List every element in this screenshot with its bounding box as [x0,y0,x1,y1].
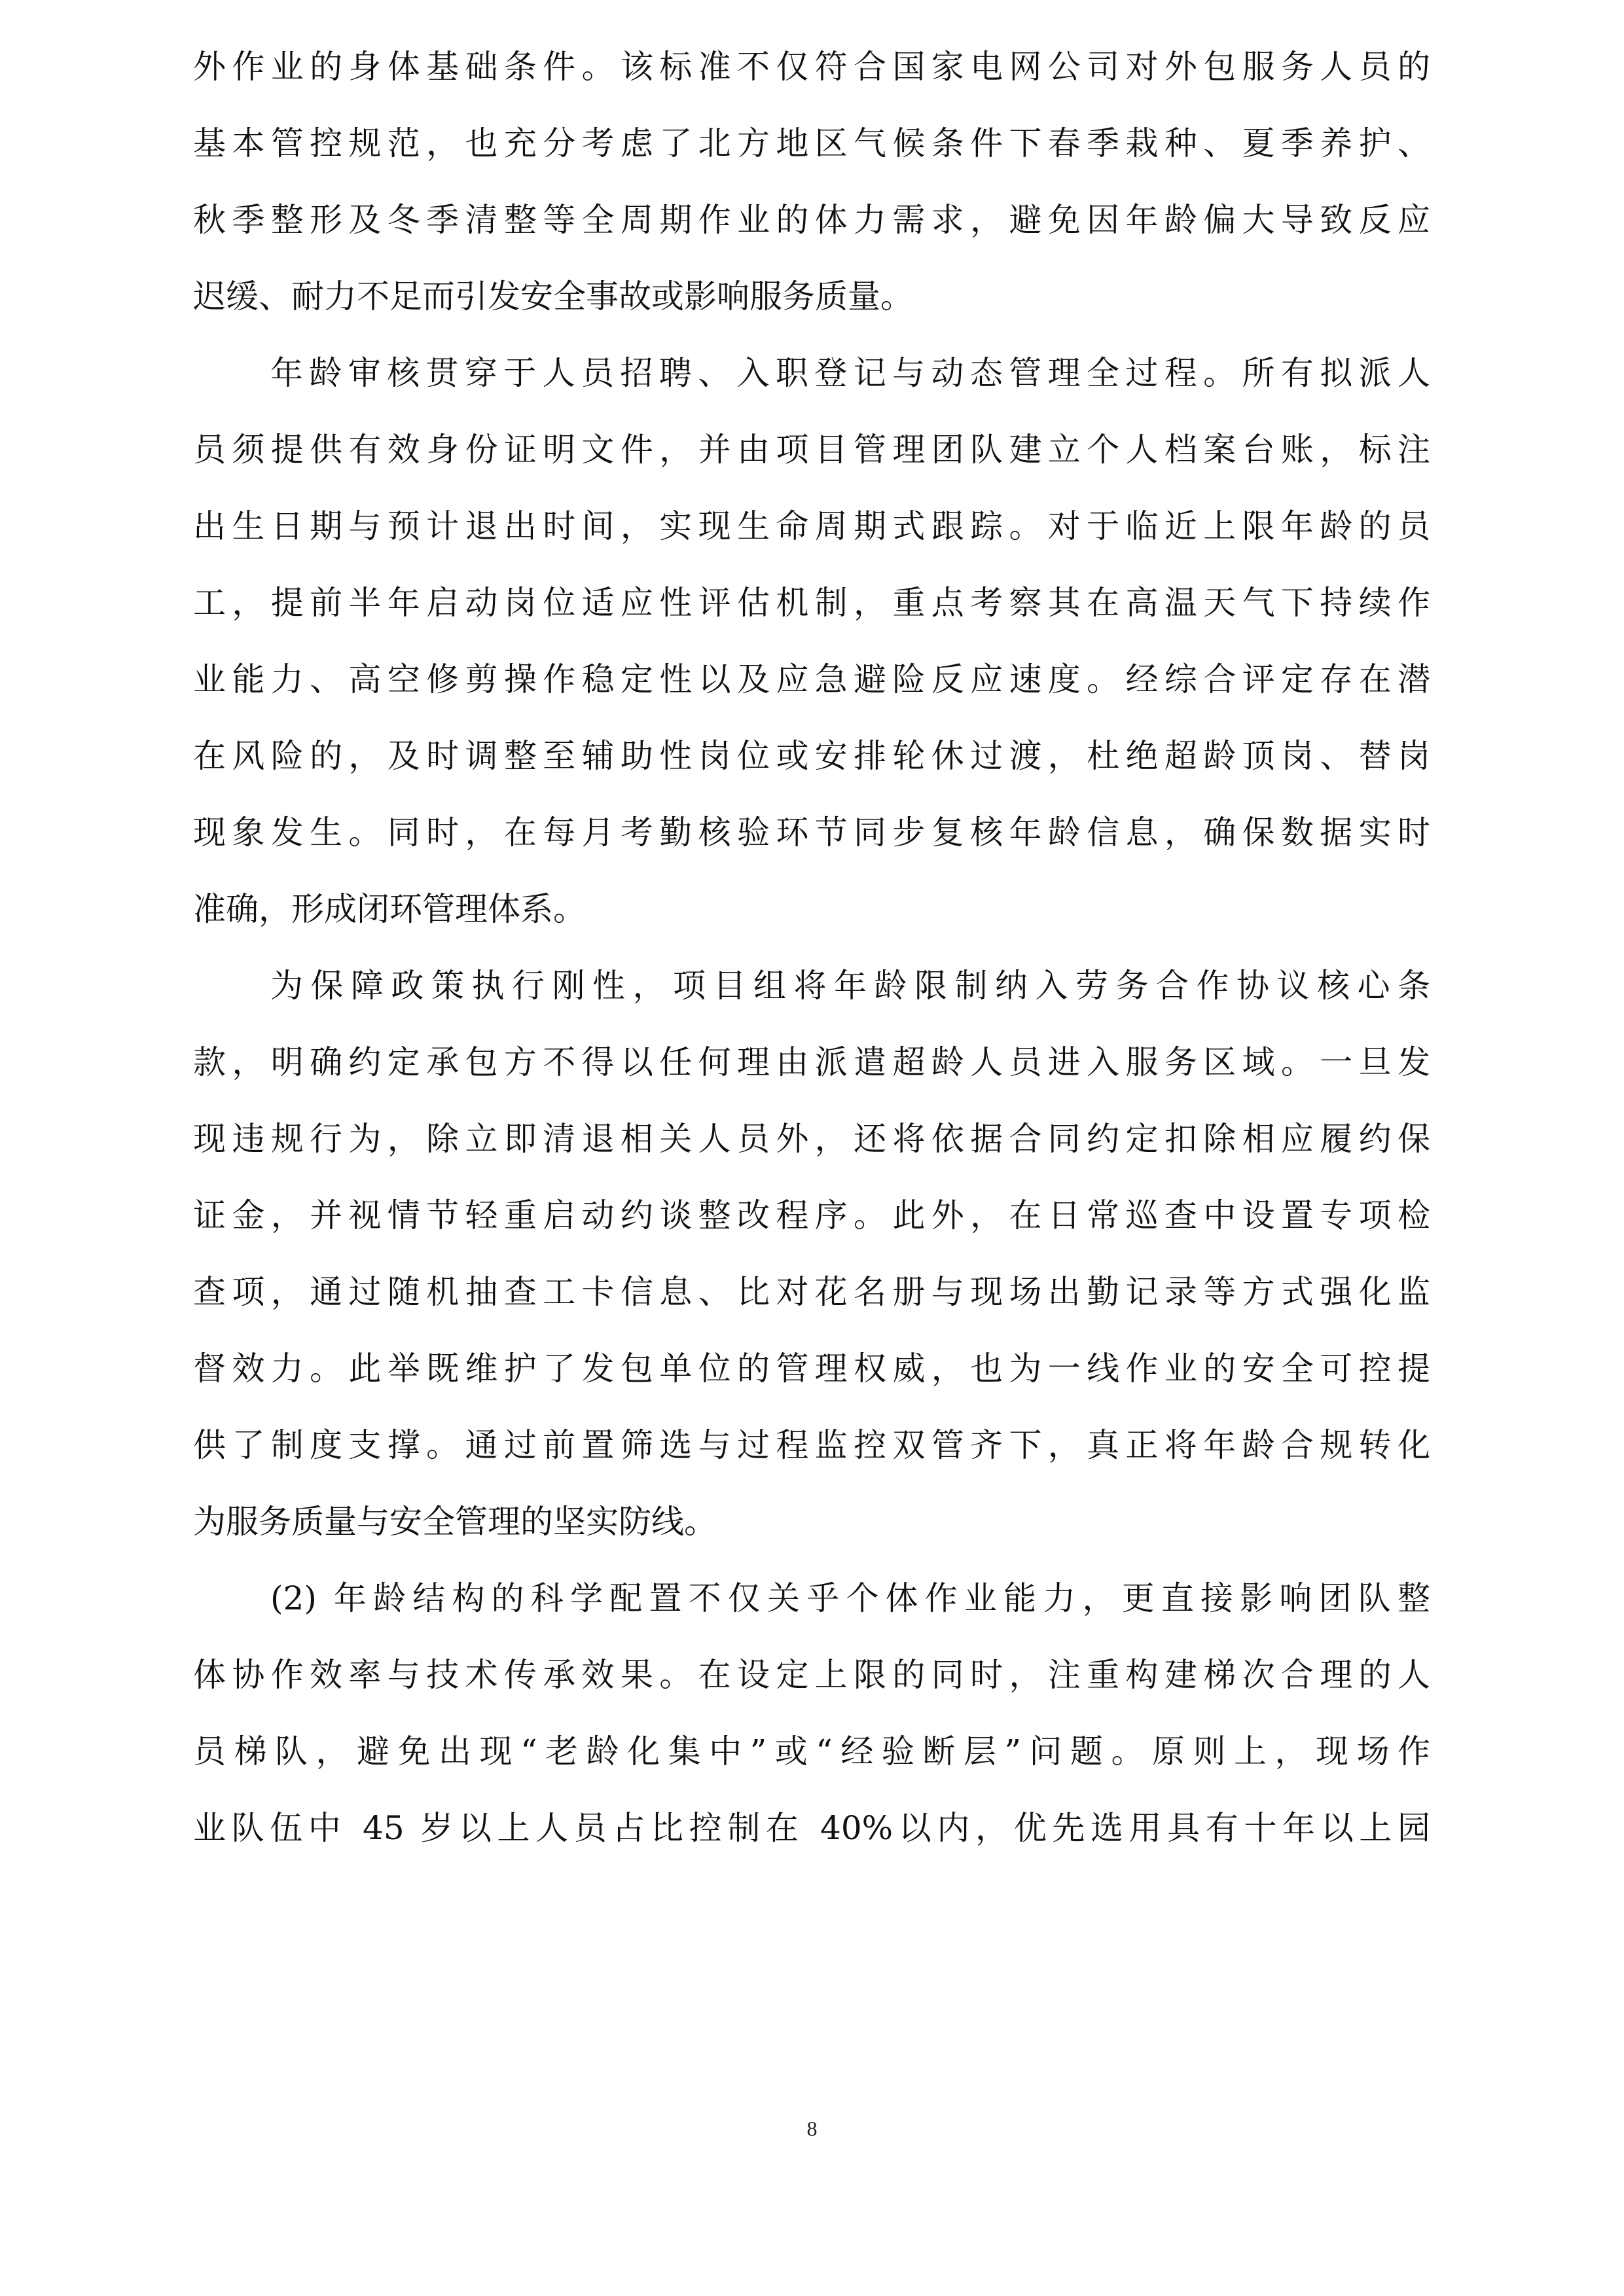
text-line: 员梯队，避免出现“老龄化集中”或“经验断层”问题。原则上，现场作 [193,1732,1430,1770]
text-line: (2) 年龄结构的科学配置不仅关乎个体作业能力，更直接影响团队整 [270,1579,1430,1617]
text-line: 证金，并视情节轻重启动约谈整改程序。此外，在日常巡查中设置专项检 [193,1196,1430,1234]
text-line: 外作业的身体基础条件。该标准不仅符合国家电网公司对外包服务人员的 [193,48,1430,86]
page-number: 8 [806,2117,818,2140]
text-line: 员须提供有效身份证明文件，并由项目管理团队建立个人档案台账，标注 [193,431,1430,469]
text-line: 准确，形成闭环管理体系。 [193,890,586,928]
text-line: 款，明确约定承包方不得以任何理由派遣超龄人员进入服务区域。一旦发 [193,1043,1430,1081]
text-line: 业能力、高空修剪操作稳定性以及应急避险反应速度。经综合评定存在潜 [193,660,1430,698]
body-text [193,29,1430,1867]
text-line: 迟缓、耐力不足而引发安全事故或影响服务质量。 [193,278,913,315]
text-line: 在风险的，及时调整至辅助性岗位或安排轮休过渡，杜绝超龄顶岗、替岗 [193,737,1430,775]
text-line: 为服务质量与安全管理的坚实防线。 [193,1503,717,1541]
text-line: 秋季整形及冬季清整等全周期作业的体力需求，避免因年龄偏大导致反应 [193,201,1430,239]
text-line: 现违规行为，除立即清退相关人员外，还将依据合同约定扣除相应履约保 [193,1120,1430,1158]
text-line: 年龄审核贯穿于人员招聘、入职登记与动态管理全过程。所有拟派人 [270,354,1430,392]
paragraph-3 [193,948,1430,1560]
text-line: 供了制度支撑。通过前置筛选与过程监控双管齐下，真正将年龄合规转化 [193,1426,1430,1464]
text-line: 业队伍中 45 岁以上人员占比控制在 40%以内，优先选用具有十年以上园 [193,1809,1430,1847]
text-line: 查项，通过随机抽查工卡信息、比对花名册与现场出勤记录等方式强化监 [193,1273,1430,1311]
text-line: 督效力。此举既维护了发包单位的管理权威，也为一线作业的安全可控提 [193,1350,1430,1388]
text-line: 为保障政策执行刚性，项目组将年龄限制纳入劳务合作协议核心条 [270,967,1430,1005]
paragraph-4 [193,1560,1430,1867]
text-line: 出生日期与预计退出时间，实现生命周期式跟踪。对于临近上限年龄的员 [193,507,1430,545]
text-line: 基本管控规范，也充分考虑了北方地区气候条件下春季栽种、夏季养护、 [193,124,1430,162]
text-line: 现象发生。同时，在每月考勤核验环节同步复核年龄信息，确保数据实时 [193,814,1430,852]
text-line: 体协作效率与技术传承效果。在设定上限的同时，注重构建梯次合理的人 [193,1656,1430,1694]
text-line: 工，提前半年启动岗位适应性评估机制，重点考察其在高温天气下持续作 [193,584,1430,622]
paragraph-2 [193,335,1430,948]
paragraph-1 [193,29,1430,335]
